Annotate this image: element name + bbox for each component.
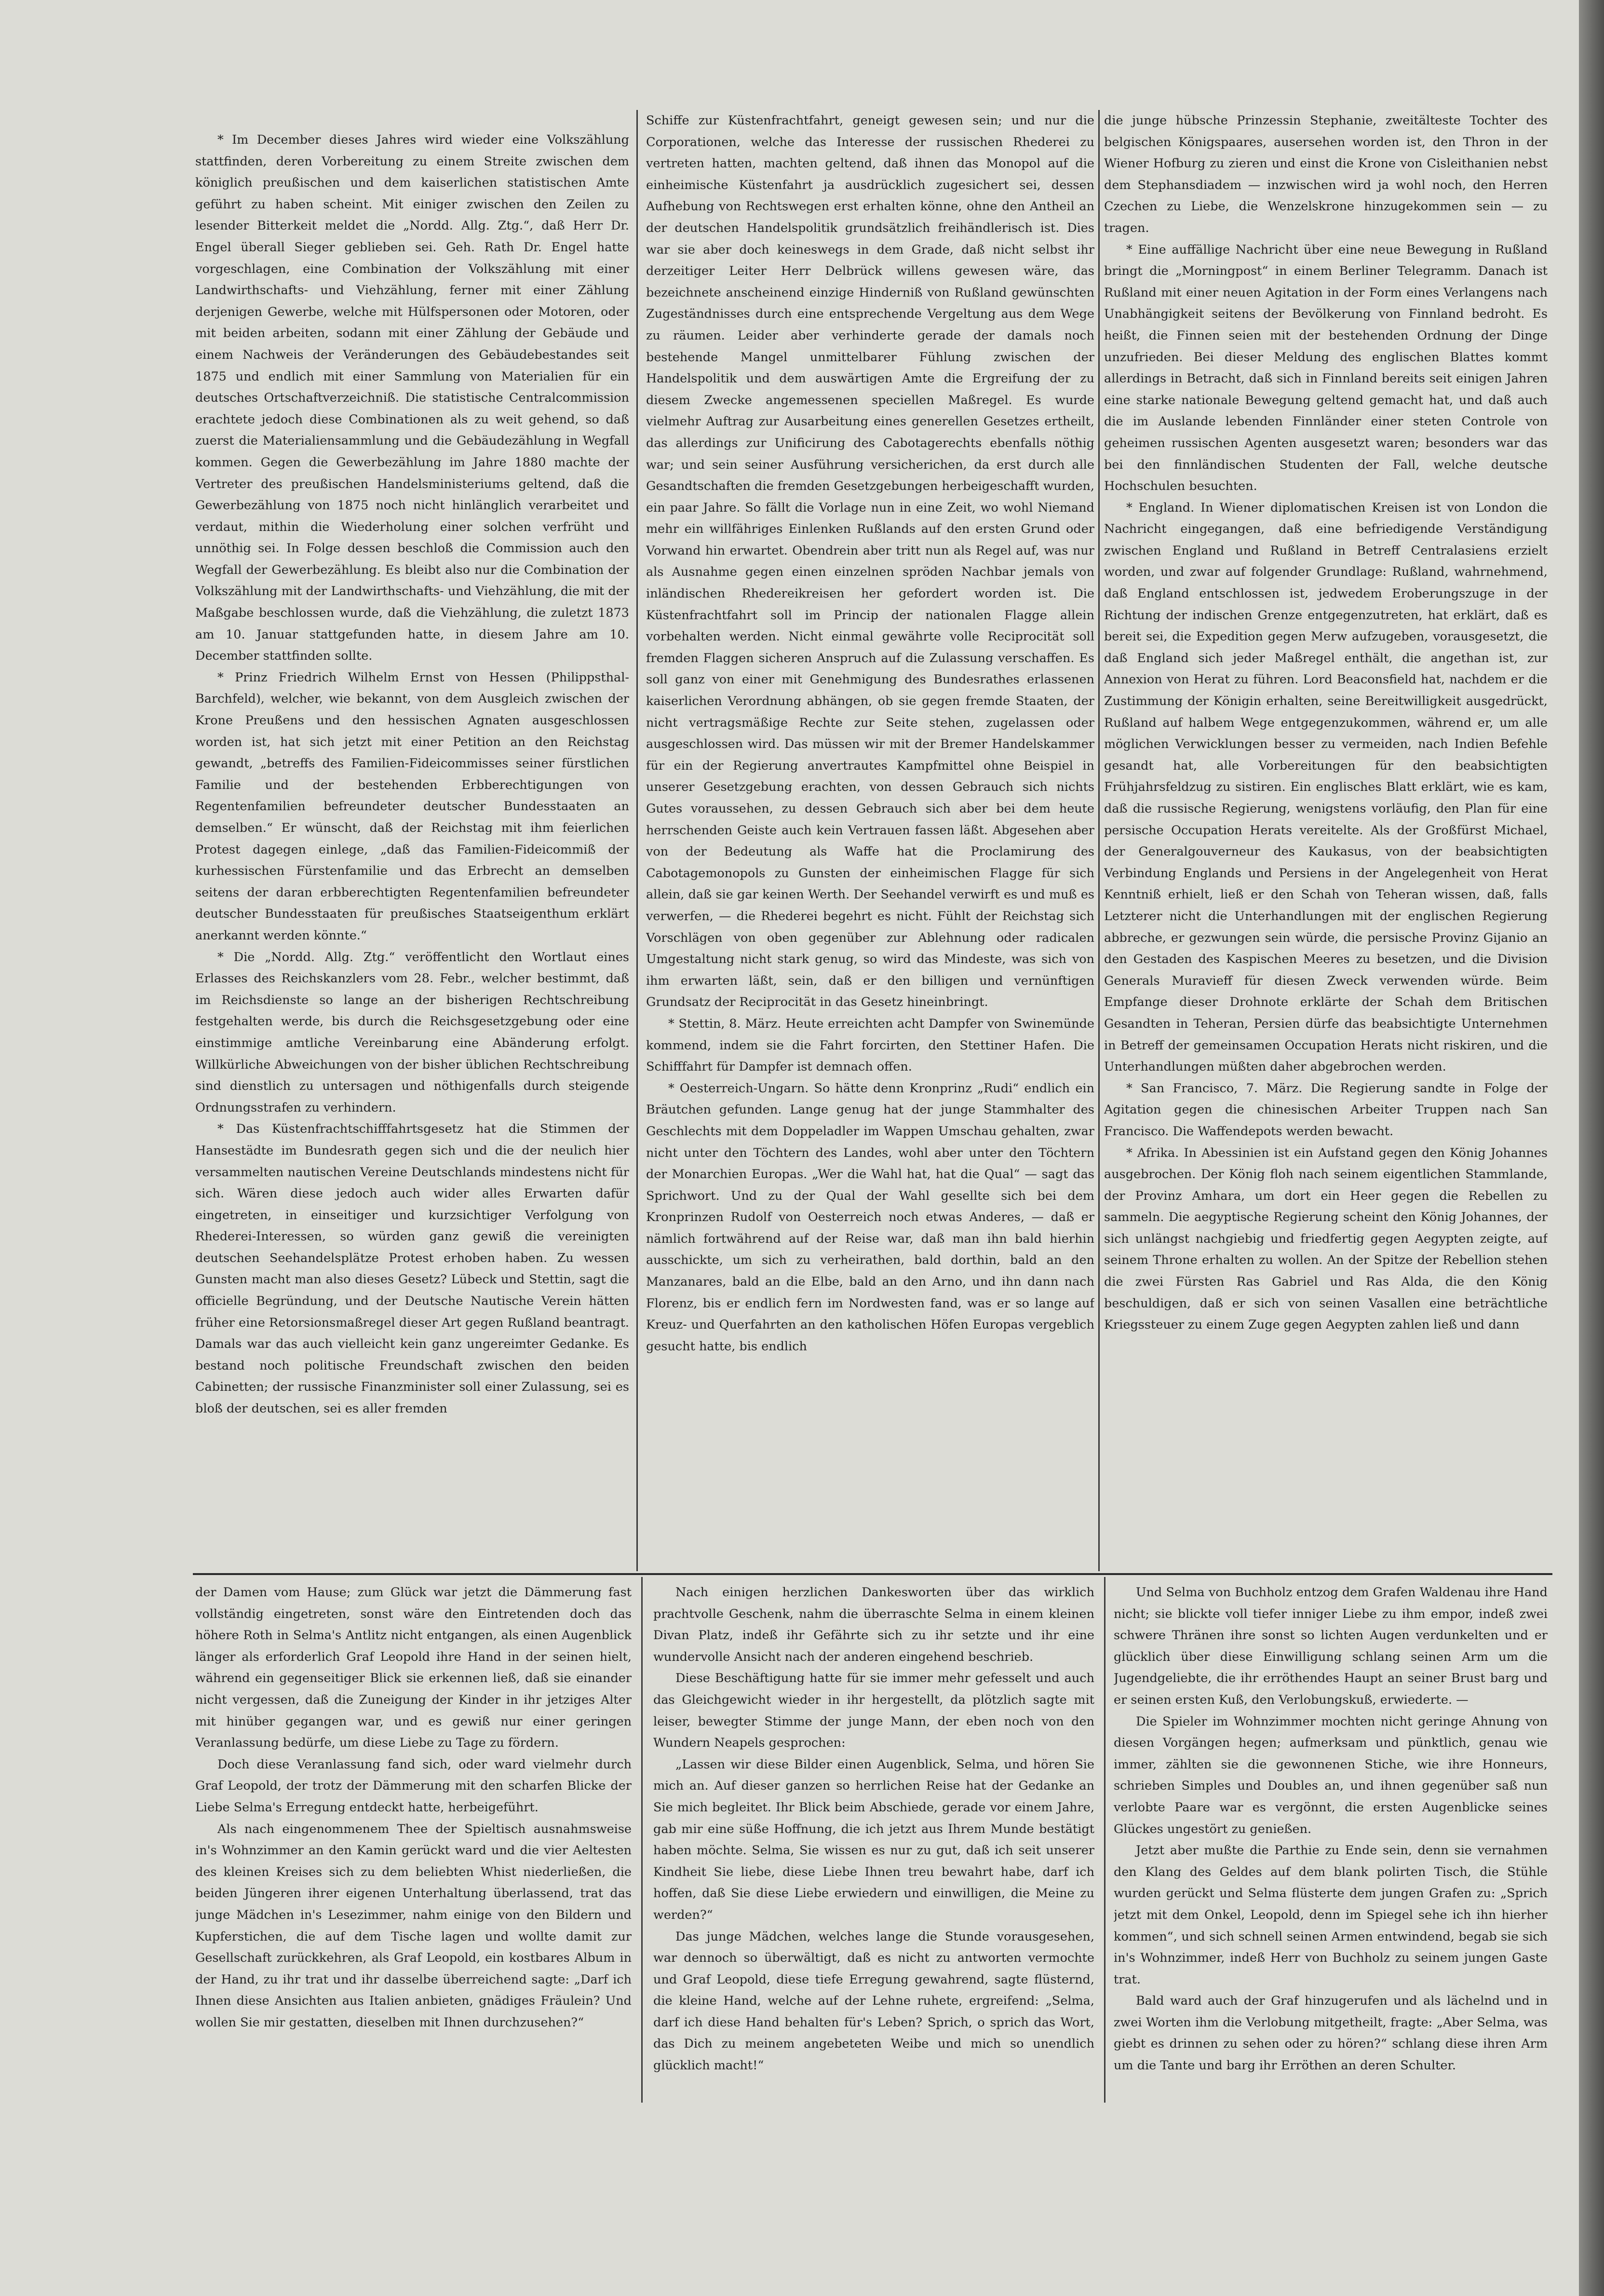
news-item-orthography: * Die „Nordd. Allg. Ztg.“ veröffentlicht den Wortlaut eines Erlasses des Reichskanzlers vom 28. Febr., welcher bestimmt, daß im Reichsdienste so lange an der bisherigen Rechtschreibung festgehalten werde, bis durch die Reichsgesetzgebung oder eine einstimmige amtliche Vereinbarung eine Abänderung erfolgt. Willkürliche Abweichungen von der bisher üblichen Rechtschreibung sind dienstlich zu untersagen und nöthigenfalls durch steigende Ordnungsstrafen zu verhindern. xyxy=(195,950,629,1115)
news-item-africa: * Afrika. In Abessinien ist ein Aufstand gegen den König Johannes ausgebrochen. Der König floh nach seinem eigentlichen Stammlande, der Provinz Amhara, um dort ein Heer gegen die Rebellen zu sammeln. Die aegyptische Regierung scheint den König Johannes, der sich unlängst nachgiebig und friedfertig gegen Aegypten zeigte, auf seinem Throne erhalten zu wollen. An der Spitze der Rebellion stehen die zwei Fürsten Ras Gabriel und Ras Alda, die den König beschuldigen, daß er sich von seinen Vasallen eine beträchtliche Kriegssteuer zu einem Zuge gegen Aegypten zahlen ließ und dann xyxy=(1104,1145,1548,1332)
page-edge xyxy=(1579,0,1604,2296)
column-rule xyxy=(1104,1577,1105,2103)
feuilleton-paragraph: „Lassen wir diese Bilder einen Augenblick, Selma, und hören Sie mich an. Auf dieser ganzen so herrlichen Reise hat der Gedanke an Sie mich begleitet. Ihr Blick beim Abschiede, gerade vor einem Jahre, gab mir eine süße Hoffnung, die ich jetzt aus Ihrem Munde bestätigt haben möchte. Selma, Sie wissen es nur zu gut, daß ich seit unserer Kindheit Sie liebe, diese Liebe Ihnen treu bewahrt habe, darf ich hoffen, daß Sie diese Liebe erwiedern und einwilligen, die Meine zu werden?“ xyxy=(653,1757,1094,1922)
feuilleton-paragraph: Bald ward auch der Graf hinzugerufen und als lächelnd und in zwei Worten ihm die Verlobung mitgetheilt, fragte: „Aber Selma, was giebt es drinnen zu sehen oder zu hören?“ schlang diese ihren Arm um die Tante und barg ihr Erröthen an deren Schulter. xyxy=(1114,1994,1548,2073)
news-item-austria-cont: die junge hübsche Prinzessin Stephanie, zweitälteste Tochter des belgischen Königspaares, ausersehen worden ist, den Thron in der Wiener Hofburg zu zieren und einst die Krone von Cisleithanien nebst dem Stephansdiadem — inzwischen wird ja wohl noch, den Herren Czechen zu Liebe, die Wenzelskrone hinzugekommen sein — zu tragen. xyxy=(1104,113,1548,235)
news-column-1 xyxy=(195,129,629,1564)
news-column-2 xyxy=(646,110,1094,1564)
feuilleton-column-3 xyxy=(1114,1582,1548,2098)
news-item-england: * England. In Wiener diplomatischen Kreisen ist von London die Nachricht eingegangen, daß eine befriedigende Verständigung zwischen England und Rußland in Betreff Centralasiens erzielt worden, und zwar auf folgender Grundlage: Rußland, wahrnehmend, daß England entschlossen ist, jedwedem Eroberungszuge in der Richtung der indischen Grenze entgegenzutreten, hat erklärt, daß es bereit sei, die Expedition gegen Merw aufzugeben, vorausgesetzt, die daß England sich jeder Maßregel enthält, die angethan ist, zur Annexion von Herat zu führen. Lord Beaconsfield hat, nachdem er die Zustimmung der Königin erhalten, seine Bereitwilligkeit ausgedrückt, Rußland auf halbem Wege entgegenzukommen, während er, um alle möglichen Verwicklungen besser zu vermeiden, nach Indien Befehle gesandt hat, alle Vorbereitungen für den beabsichtigten Frühjahrsfeldzug zu sistiren. Ein englisches Blatt erklärt, wie es kam, daß die russische Regierung, wenigstens vorläufig, den Plan für eine persische Occupation Herats vereitelte. Als der Großfürst Michael, der Generalgouverneur des Kaukasus, von der beabsichtigten Verbindung Englands und Persiens in der Angelegenheit von Herat Kenntniß erhielt, ließ er den Schah von Teheran wissen, daß, falls Letzterer nicht die Unterhandlungen mit der englischen Regierung abbreche, er gezwungen sein würde, die persische Provinz Gijanio an den Gestaden des Kaspischen Meeres zu besetzen, und die Division Generals Muravieff für diesen Zweck verwenden würde. Beim Empfange dieser Drohnote erklärte der Schah dem Britischen Gesandten in Teheran, Persien dürfe das beabsichtigte Unternehmen in Betreff der gemeinsamen Occupation Herats nicht riskiren, und die Unterhandlungen müßten daher abgebrochen werden. xyxy=(1104,500,1548,1074)
feuilleton-paragraph: Nach einigen herzlichen Dankesworten über das wirklich prachtvolle Geschenk, nahm die überraschte Selma in einem kleinen Divan Platz, indeß ihr Gefährte sich zu ihr setzte und ihr eine wundervolle Ansicht nach der anderen eingehend beschrieb. xyxy=(653,1585,1094,1664)
feuilleton-paragraph: Und Selma von Buchholz entzog dem Grafen Waldenau ihre Hand nicht; sie blickte voll tiefer inniger Liebe zu ihm empor, indeß zwei schwere Thränen ihre sonst so lichten Augen verdunkelten und er glücklich über diese Einwilligung schlang seinen Arm um die Jugendgeliebte, die ihr erröthendes Haupt an seiner Brust barg und er seinen ersten Kuß, den Verlobungskuß, erwiederte. — xyxy=(1114,1585,1548,1707)
news-item-coastal-shipping: * Das Küstenfrachtschifffahrtsgesetz hat die Stimmen der Hansestädte im Bundesrath gegen sich und die der neulich hier versammelten nautischen Vereine Deutschlands mindestens nicht für sich. Wären diese jedoch auch wider alles Erwarten dafür eingetreten, in einseitiger und kurzsichtiger Verfolgung von Rhederei-Interessen, so würden ganz gewiß die vereinigten deutschen Seehandelsplätze Protest erhoben haben. Zu wessen Gunsten macht man also dieses Gesetz? Lübeck und Stettin, sagt die officielle Begründung, und der Deutsche Nautische Verein hätten früher eine Retorsionsmaßregel dieser Art gegen Rußland beantragt. Damals war das auch vielleicht kein ganz ungereimter Gedanke. Es bestand noch politische Freundschaft zwischen den beiden Cabinetten; der russische Finanzminister soll einer Zulassung, sei es bloß der deutschen, sei es aller fremden xyxy=(195,1122,629,1416)
feuilleton-paragraph: Jetzt aber mußte die Parthie zu Ende sein, denn sie vernahmen den Klang des Geldes auf dem blank polirten Tisch, die Stühle wurden gerückt und Selma flüsterte dem jungen Grafen zu: „Sprich jetzt mit dem Onkel, Leopold, denn im Spiegel sehe ich ihn hierher kommen“, und sich schnell seinen Armen entwindend, begab sie sich in's Wohnzimmer, indeß Herr von Buchholz zu seinem jungen Gaste trat. xyxy=(1114,1843,1548,1987)
news-item-census: * Im December dieses Jahres wird wieder eine Volkszählung stattfinden, deren Vorbereitung zu einem Streite zwischen dem königlich preußischen und dem kaiserlichen statistischen Amte geführt zu haben scheint. Mit einiger zwischen den Zeilen zu lesender Bitterkeit meldet die „Nordd. Allg. Ztg.“, daß Herr Dr. Engel überall Sieger geblieben sei. Geh. Rath Dr. Engel hatte vorgeschlagen, eine Combination der Volkszählung mit einer Landwirthschafts- und Viehzählung, ferner mit einer Zählung derjenigen Gewerbe, welche mit Hülfspersonen oder Motoren, oder mit beiden arbeiten, sodann mit einer Zählung der Gebäude und einem Nachweis der Veränderungen des Gebäudebestandes seit 1875 und endlich mit einer Sammlung von Materialien für ein deutsches Ortschaftverzeichniß. Die statistische Centralcommission erachtete jedoch diese Combinationen als zu weit gehend, so daß zuerst die Materialiensammlung und die Gebäudezählung in Wegfall kommen. Gegen die Gewerbezählung im Jahre 1880 machte der Vertreter des preußischen Handelsministeriums geltend, daß die Gewerbezählung von 1875 noch nicht hinlänglich verarbeitet und verdaut, mithin die Wiederholung einer solchen verfrüht und unnöthig sei. In Folge dessen beschloß die Commission auch den Wegfall der Gewerbezählung. Es bleibt also nur die Combination der Volkszählung mit der Landwirthschafts- und Viehzählung, die mit der Maßgabe beschlossen wurde, daß die Viehzählung, die zuletzt 1873 am 10. Januar stattgefunden hatte, in diesem Jahre am 10. December stattfinden sollte. xyxy=(195,133,629,664)
news-item-stettin: * Stettin, 8. März. Heute erreichten acht Dampfer von Swinemünde kommend, indem sie die Fahrt forcirten, den Stettiner Hafen. Die Schifffahrt für Dampfer ist demnach offen. xyxy=(646,1016,1094,1074)
news-item-austria: * Oesterreich-Ungarn. So hätte denn Kronprinz „Rudi“ endlich ein Bräutchen gefunden. Lange genug hat der junge Stammhalter des Geschlechts mit dem Doppeladler im Wappen Umschau gehalten, zwar nicht unter den Töchtern des Landes, wohl aber unter den Töchtern der Monarchien Europas. „Wer die Wahl hat, hat die Qual“ — sagt das Sprichwort. Und zu der Qual der Wahl gesellte sich bei dem Kronprinzen Rudolf von Oesterreich noch etwas Anderes, — daß er nämlich fortwährend auf der Reise war, daß man ihn bald hierhin ausschickte, um sich zu verheirathen, bald dorthin, bald an den Manzanares, bald an die Elbe, bald an den Arno, und ihn dann nach Florenz, bis er endlich fern im Nordwesten fand, was er so lange auf Kreuz- und Querfahrten an den katholischen Höfen Europas vergeblich gesucht hatte, bis endlich xyxy=(646,1081,1094,1354)
feuilleton-column-1 xyxy=(195,1582,632,2098)
feuilleton-paragraph: Das junge Mädchen, welches lange die Stunde vorausgesehen, war dennoch so überwältigt, daß es nicht zu antworten vermochte und Graf Leopold, diese tiefe Erregung gewahrend, sagte flüsternd, die kleine Hand, welche auf der Lehne ruhete, ergreifend: „Selma, darf ich diese Hand behalten für's Leben? Sprich, o sprich das Wort, das Dich zu meinem angebeteten Weibe und mich so unendlich glücklich macht!“ xyxy=(653,1929,1094,2073)
feuilleton-column-2 xyxy=(653,1582,1094,2098)
news-column-3 xyxy=(1104,110,1548,1564)
feuilleton-divider xyxy=(193,1573,1552,1575)
feuilleton-paragraph: Diese Beschäftigung hatte für sie immer mehr gefesselt und auch das Gleichgewicht wieder in ihr hergestellt, da plötzlich sagte mit leiser, bewegter Stimme der junge Mann, der eben noch von den Wundern Neapels gesprochen: xyxy=(653,1671,1094,1751)
feuilleton-paragraph: Die Spieler im Wohnzimmer mochten nicht geringe Ahnung von diesen Vorgängen hegen; aufmerksam und pünktlich, genau wie immer, zählten sie die gewonnenen Stiche, wie ihre Honneurs, schrieben Simples und Doubles an, und ihnen gegenüber saß nun verlobte Paare war es vergönnt, die ersten Augenblicke seines Glückes ungestört zu genießen. xyxy=(1114,1714,1548,1836)
news-item-russia: * Eine auffällige Nachricht über eine neue Bewegung in Rußland bringt die „Morningpost“ in einem Berliner Telegramm. Danach ist Rußland mit einer neuen Agitation in der Form eines Verlangens nach Unabhängigkeit seitens der Bevölkerung von Finnland bedroht. Es heißt, die Finnen seien mit der bestehenden Ordnung der Dinge unzufrieden. Bei dieser Meldung des englischen Blattes kommt allerdings in Betracht, daß sich in Finnland bereits seit einigen Jahren eine starke nationale Bewegung geltend gemacht hat, und daß auch die im Auslande lebenden Finnländer einer steten Controle von geheimen russischen Agenten ausgesetzt waren; besonders war das bei den finnländischen Studenten der Fall, welche deutsche Hochschulen besuchten. xyxy=(1104,242,1548,494)
feuilleton-paragraph: der Damen vom Hause; zum Glück war jetzt die Dämmerung fast vollständig eingetreten, sonst wäre den Eintretenden doch das höhere Roth in Selma's Antlitz nicht entgangen, als einen Augenblick länger als erforderlich Graf Leopold ihre Hand in der seinen hielt, während ein gegenseitiger Blick sie erkennen ließ, daß sie einander nicht vergessen, daß die Zuneigung der Kinder in ihr jetziges Alter mit hinüber gegangen war, und es gewiß nur einer geringen Veranlassung bedürfe, um diese Liebe zu Tage zu fördern. xyxy=(195,1585,632,1751)
feuilleton-paragraph: Doch diese Veranlassung fand sich, oder ward vielmehr durch Graf Leopold, der trotz der Dämmerung mit den scharfen Blicke der Liebe Selma's Erregung entdeckt hatte, herbeigeführt. xyxy=(195,1757,632,1815)
feuilleton-paragraph: Als nach eingenommenem Thee der Spieltisch ausnahmsweise in's Wohnzimmer an den Kamin gerückt ward und die vier Aeltesten des kleinen Kreises sich zu dem beliebten Whist niederließen, die beiden Jüngeren ihrer eigenen Unterhaltung überlassend, trat das junge Mädchen in's Lesezimmer, nahm einige von den Bildern und Kupferstichen, die auf dem Tische lagen und wollte damit zur Gesellschaft zurückkehren, als Graf Leopold, ein kostbares Album in der Hand, zu ihr trat und ihr dasselbe überreichend sagte: „Darf ich Ihnen diese Ansichten aus Italien anbieten, gnädiges Fräulein? Und wollen Sie mir gestatten, dieselben mit Ihnen durchzusehen?“ xyxy=(195,1821,632,2030)
column-rule xyxy=(636,110,638,1571)
news-item-hessen: * Prinz Friedrich Wilhelm Ernst von Hessen (Philippsthal-Barchfeld), welcher, wie bekannt, von dem Ausgleich zwischen der Krone Preußens und den hessischen Agnaten ausgeschlossen worden ist, hat sich jetzt mit einer Petition an den Reichstag gewandt, „betreffs des Familien-Fideicommisses seiner fürstlichen Familie und der bestehenden Erbberechtigungen von Regentenfamilien befreundeter deutscher Bundesstaaten an demselben.“ Er wünscht, daß der Reichstag mit ihm feierlichen Protest dagegen einlege, „daß das Familien-Fideicommiß der kurhessischen Fürstenfamilie und das Erbrecht an demselben seitens der daran erbberechtigten Regentenfamilien befreundeter deutscher Bundesstaaten für preußisches Staatseigenthum erklärt anerkannt werden könnte.“ xyxy=(195,670,629,943)
column-rule xyxy=(1098,110,1100,1571)
news-item-san-francisco: * San Francisco, 7. März. Die Regierung sandte in Folge der Agitation gegen die chinesischen Arbeiter Truppen nach San Francisco. Die Waffendepots werden bewacht. xyxy=(1104,1081,1548,1139)
column-rule xyxy=(641,1577,643,2103)
news-item-coastal-shipping-cont: Schiffe zur Küstenfrachtfahrt, geneigt gewesen sein; und nur die Corporationen, welche das Interesse der russischen Rhederei zu vertreten hatten, machten geltend, daß ihnen das Monopol auf die einheimische Küstenfahrt ja ausdrücklich zugesichert sei, dessen Aufhebung von Rechtswegen erst erhalten könne, ohne den Antheil an der deutschen Handelspolitik grundsätzlich freihändlerisch ist. Dies war sie aber doch keineswegs in dem Grade, daß nicht selbst ihr derzeitiger Leiter Herr Delbrück willens gewesen wäre, das bezeichnete anscheinend einzige Hinderniß von Rußland gewünschten Zugeständnisses durch eine entsprechende Vergeltung aus dem Wege zu räumen. Leider aber verhinderte gerade der damals noch bestehende Mangel unmittelbarer Fühlung zwischen der Handelspolitik und dem auswärtigen Amte die Ergreifung der zu diesem Zwecke angemessenen speciellen Maßregel. Es wurde vielmehr Auftrag zur Ausarbeitung eines generellen Gesetzes ertheilt, das allerdings zur Unificirung des Cabotagerechts ebenfalls nöthig war; und sein seiner Ausführung versicherichen, da erst durch alle Gesandtschaften die fremden Gesetzgebungen herbeigeschafft wurden, ein paar Jahre. So fällt die Vorlage nun in eine Zeit, wo wohl Niemand mehr ein willfähriges Einlenken Rußlands auf den ersten Grund oder Vorwand hin erwartet. Obendrein aber tritt nun als Regel auf, was nur als Ausnahme gegen einen einzelnen spröden Nachbar jemals von inländischen Rhedereikreisen her gefordert worden ist. Die Küstenfrachtfahrt soll im Princip der nationalen Flagge allein vorbehalten werden. Nicht einmal gewährte volle Reciprocität soll fremden Flaggen sicheren Anspruch auf die Zulassung verschaffen. Es soll ganz von einer mit Genehmigung des Bundesrathes erlassenen kaiserlichen Verordnung abhängen, ob sie gegen fremde Staaten, der nicht vertragsmäßige Rechte zur Seite stehen, zugelassen oder ausgeschlossen wird. Das müssen wir mit der Bremer Handelskammer für ein der Regierung anvertrautes Kampfmittel ohne Beispiel in unserer Gesetzgebung erachten, von dessen Gebrauch sich nichts Gutes voraussehen, zu dessen Gebrauch sich aber bei dem heute herrschenden Geiste auch kein Vertrauen fassen läßt. Abgesehen aber von der Bedeutung als Waffe hat die Proclamirung des Cabotagemonopols zu Gunsten der einheimischen Flagge für sich allein, daß sie gar keinen Werth. Der Seehandel verwirft es und muß es verwerfen, — die Rhederei begehrt es nicht. Fühlt der Reichstag sich Vorschlägen von oben gegenüber zur Ablehnung oder radicalen Umgestaltung nicht stark genug, so wird das Mindeste, was sich von ihm erwarten läßt, sein, daß er den billigen und vernünftigen Grundsatz der Reciprocität in das Gesetz hineinbringt. xyxy=(646,113,1094,1010)
